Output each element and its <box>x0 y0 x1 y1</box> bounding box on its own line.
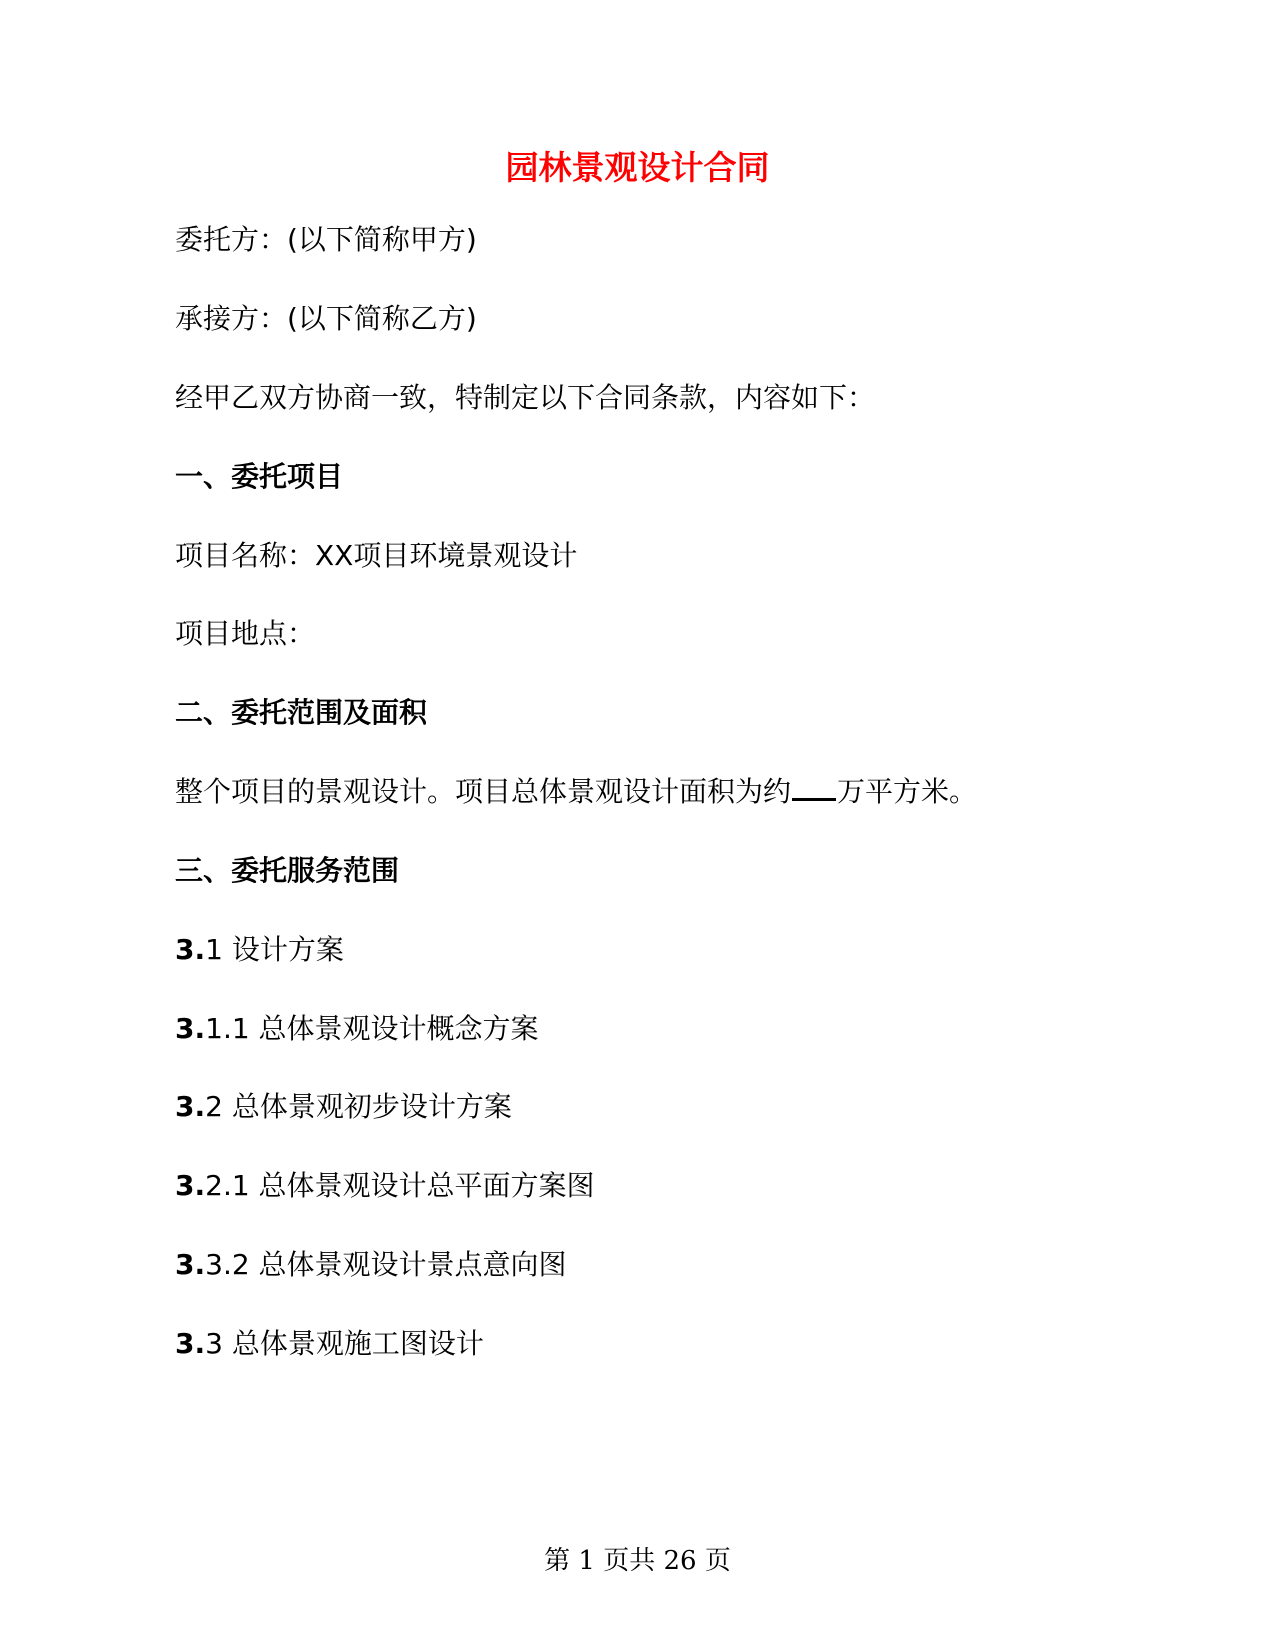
area-text-after: 万平方米。 <box>837 775 978 808</box>
project-location-line: 项目地点： <box>175 617 316 650</box>
area-blank-field <box>792 774 836 801</box>
service-item <box>175 1324 484 1364</box>
item-number: 3. <box>175 933 206 966</box>
item-text: 3 总体景观施工图设计 <box>205 1327 484 1360</box>
area-text-before: 整个项目的景观设计。项目总体景观设计面积为约 <box>175 775 792 808</box>
project-name-line: 项目名称：XX项目环境景观设计 <box>175 539 578 572</box>
section-2-heading: 二、委托范围及面积 <box>175 696 428 729</box>
service-item <box>175 1087 512 1127</box>
item-number: 3. <box>175 1169 206 1202</box>
area-paragraph <box>175 772 977 812</box>
service-item <box>175 1009 539 1049</box>
service-item <box>175 1166 595 1206</box>
item-text: 1 设计方案 <box>205 933 344 966</box>
service-item <box>175 1245 567 1285</box>
item-number: 3. <box>175 1012 206 1045</box>
item-text: 2 总体景观初步设计方案 <box>205 1090 512 1123</box>
page-number-footer: 第 1 页共 26 页 <box>544 1546 731 1576</box>
item-text: 1.1 总体景观设计概念方案 <box>205 1012 539 1045</box>
item-text: 3.2 总体景观设计景点意向图 <box>205 1248 567 1281</box>
client-line: 委托方：(以下简称甲方) <box>175 223 477 256</box>
item-text: 2.1 总体景观设计总平面方案图 <box>205 1169 595 1202</box>
contractor-line: 承接方：(以下简称乙方) <box>175 302 477 335</box>
section-1-heading: 一、委托项目 <box>175 460 344 493</box>
service-item <box>175 930 344 970</box>
item-number: 3. <box>175 1327 206 1360</box>
item-number: 3. <box>175 1090 206 1123</box>
document-title: 园林景观设计合同 <box>505 148 770 187</box>
intro-paragraph: 经甲乙双方协商一致，特制定以下合同条款，内容如下： <box>175 381 876 414</box>
item-number: 3. <box>175 1248 206 1281</box>
section-3-heading: 三、委托服务范围 <box>175 854 400 887</box>
